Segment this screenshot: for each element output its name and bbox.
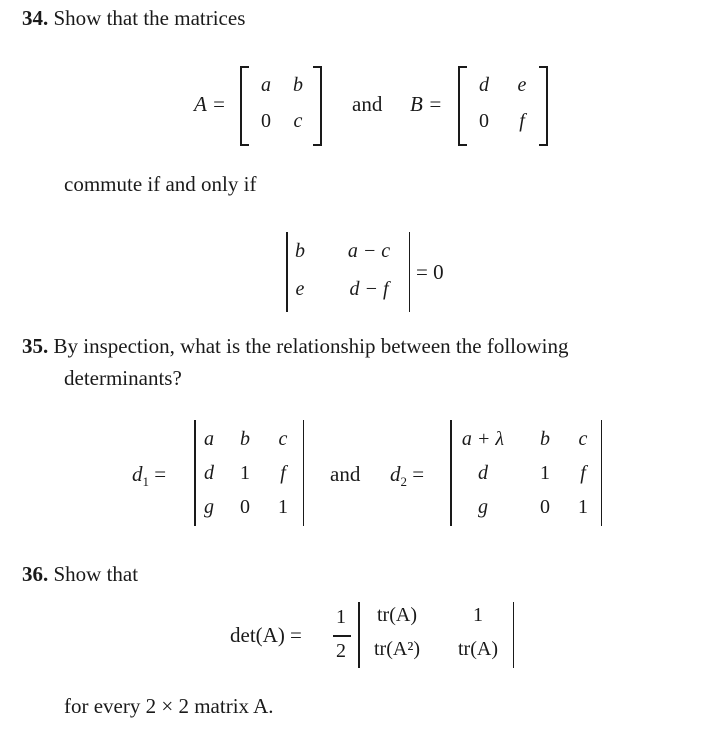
matrix-cell: a — [261, 74, 271, 96]
problem-prompt: Show that the matrices — [53, 6, 246, 30]
det-cell: 1 — [473, 604, 483, 626]
matrix-cell: 0 — [479, 110, 489, 132]
matrix-cell: 0 — [261, 110, 271, 132]
matrix-cell: f — [519, 110, 525, 132]
fraction-denominator: 2 — [336, 640, 346, 662]
footer-text: for every 2 × 2 matrix A. — [64, 694, 274, 718]
det-cell: tr(A²) — [374, 638, 420, 660]
det-cell: a + λ — [461, 428, 505, 450]
fraction-one-half — [332, 604, 352, 666]
det-cell: f — [280, 462, 286, 484]
problem-36-heading — [22, 562, 138, 587]
and-connector: and — [352, 92, 383, 116]
det-cell: d − f — [349, 278, 389, 300]
matrix-cell: d — [479, 74, 489, 96]
fraction-numerator: 1 — [336, 606, 346, 628]
matrix-A — [240, 66, 322, 146]
det-cell: 0 — [240, 496, 250, 518]
det-cell: c — [578, 428, 588, 450]
commute-text: commute if and only if — [64, 172, 257, 196]
det-cell: a — [204, 428, 214, 450]
det-cell: tr(A) — [377, 604, 417, 626]
problem-34-heading — [22, 6, 245, 31]
problem-number: 34. — [22, 6, 49, 30]
det-cell: f — [580, 462, 586, 484]
det-cell: b — [240, 428, 250, 450]
det-cell: c — [278, 428, 288, 450]
problem-prompt-continued: determinants? — [64, 366, 182, 390]
problem-number: 35. — [22, 334, 49, 358]
matrix-cell: e — [517, 74, 527, 96]
det-cell: 1 — [540, 462, 550, 484]
det-A-lhs: det(A) = — [230, 623, 302, 647]
problem-prompt: By inspection, what is the relationship between the following — [53, 334, 569, 358]
determinant-d1 — [194, 420, 304, 526]
matrix-B — [458, 66, 548, 146]
det-cell: d — [204, 462, 214, 484]
problem-35-heading — [22, 334, 568, 359]
determinant-d2 — [450, 420, 602, 526]
determinant-34 — [286, 232, 410, 312]
det-cell: 1 — [578, 496, 588, 518]
determinant-36 — [358, 602, 514, 668]
matrix-B-label: B = — [410, 92, 443, 116]
problem-prompt: Show that — [53, 562, 139, 586]
d2-label: $d_2$ = — [390, 462, 425, 490]
det-cell: a − c — [347, 240, 391, 262]
det-cell: d — [478, 462, 488, 484]
det-cell: tr(A) — [458, 638, 498, 660]
det-equals-zero: = 0 — [416, 260, 444, 284]
det-cell: g — [204, 496, 214, 518]
matrix-cell: b — [293, 74, 303, 96]
det-cell: g — [478, 496, 488, 518]
d1-label: $d_1$ = — [132, 462, 167, 490]
det-cell: b — [540, 428, 550, 450]
and-connector: and — [330, 462, 361, 486]
matrix-cell: c — [293, 110, 303, 132]
det-cell: e — [295, 278, 305, 300]
det-cell: 1 — [240, 462, 250, 484]
matrix-A-label: A = — [194, 92, 226, 116]
det-cell: b — [295, 240, 305, 262]
problem-number: 36. — [22, 562, 49, 586]
det-cell: 1 — [278, 496, 288, 518]
det-cell: 0 — [540, 496, 550, 518]
